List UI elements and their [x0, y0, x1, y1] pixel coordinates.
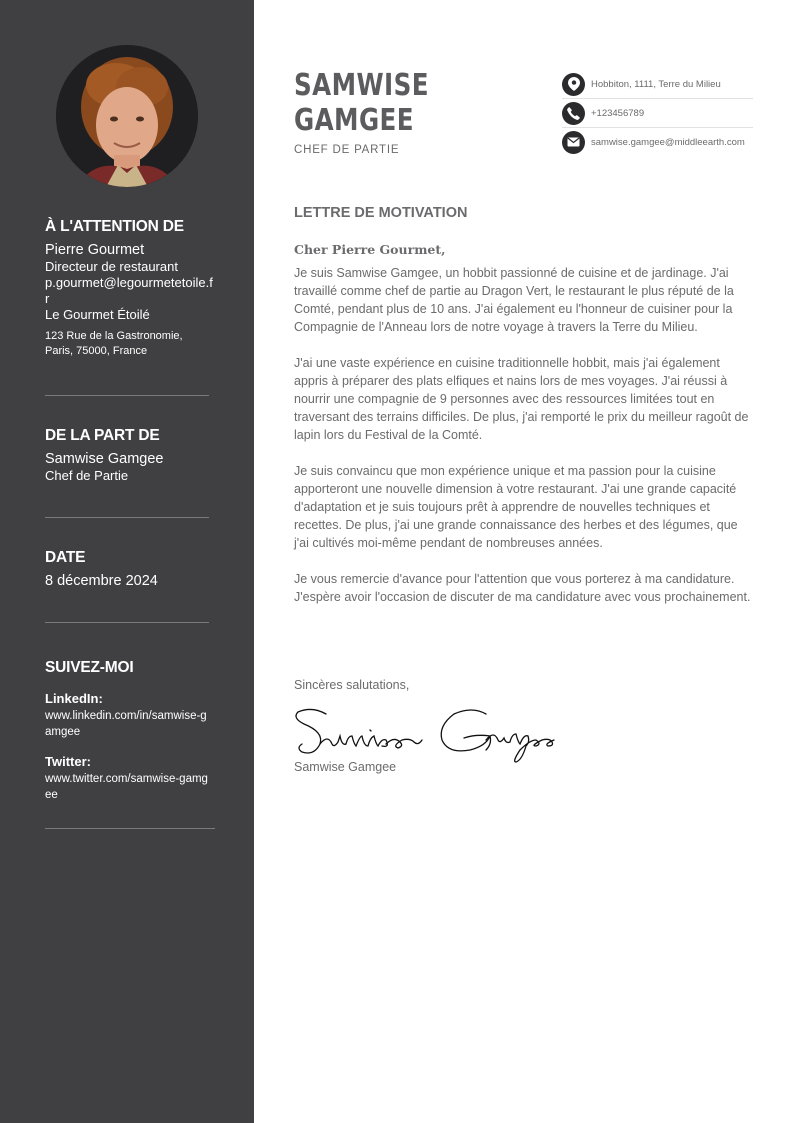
sender-name: Samwise Gamgee — [45, 451, 164, 467]
sender-position: Chef de Partie — [45, 468, 129, 483]
recipient-position: Directeur de restaurant — [45, 259, 178, 274]
recipient-company: Le Gourmet Étoilé — [45, 307, 150, 322]
letter-title: LETTRE DE MOTIVATION — [294, 205, 468, 221]
location-pin-icon — [562, 73, 585, 96]
letter-body — [294, 264, 754, 624]
divider — [45, 828, 215, 829]
letter-paragraph: Je suis Samwise Gamgee, un hobbit passionné de cuisine et de jardinage. J'ai travaillé comme chef de partie au Dragon Vert, le restaurant le plus réputé de la Comté, pendant plus de 10 ans. J'ai également eu l'honneur de cuisiner pour la Compagnie de l'Anneau lors de notre voyage à travers la Terre du Milieu. — [294, 266, 734, 334]
contact-phone — [562, 99, 753, 127]
contact-email-text[interactable]: samwise.gamgee@middleearth.com — [591, 136, 745, 148]
sender-section — [45, 427, 215, 484]
last-name: GAMGEE — [294, 103, 414, 138]
date-section — [45, 549, 215, 590]
recipient-title: À L'ATTENTION DE — [45, 218, 184, 235]
recipient-section — [45, 218, 215, 359]
sidebar — [0, 0, 254, 1123]
applicant-name — [294, 68, 458, 138]
social-title: SUIVEZ-MOI — [45, 659, 134, 676]
recipient-address — [45, 329, 215, 359]
divider — [45, 395, 209, 396]
date-title: DATE — [45, 549, 86, 566]
phone-icon — [562, 102, 585, 125]
sender-title: DE LA PART DE — [45, 427, 160, 444]
recipient-email[interactable]: p.gourmet@legourmetetoile.fr — [45, 275, 213, 306]
twitter-link[interactable]: www.twitter.com/samwise-gamgee — [45, 773, 208, 801]
linkedin-link[interactable]: www.linkedin.com/in/samwise-gamgee — [45, 710, 207, 738]
contact-email — [562, 128, 753, 156]
contact-phone-text[interactable]: +123456789 — [591, 107, 645, 119]
letter-greeting: Cher Pierre Gourmet, — [294, 242, 446, 257]
letter-paragraph: J'ai une vaste expérience en cuisine traditionnelle hobbit, mais j'ai également appris à préparer des plats elfiques et nains lors de mes voyages. J'ai réussi à nourrir une compagnie de 9 personnes avec des ressources limitées tout en traversant des terrains difficiles. De plus, j'ai remporté le prix du meilleur ragoût de lapin lors du Festival de la Comté. — [294, 356, 749, 442]
first-name: SAMWISE — [294, 68, 429, 103]
applicant-role: CHEF DE PARTIE — [294, 144, 400, 156]
letter-closing: Sincères salutations, — [294, 678, 410, 692]
address-line-1: 123 Rue de la Gastronomie, — [45, 330, 183, 342]
divider — [45, 622, 209, 623]
handwritten-signature — [290, 700, 560, 766]
recipient-name: Pierre Gourmet — [45, 242, 145, 258]
signer-name: Samwise Gamgee — [294, 760, 397, 774]
social-section — [45, 659, 210, 803]
letter-paragraph: Je suis convaincu que mon expérience unique et ma passion pour la cuisine apporteront une nouvelle dimension à votre restaurant. J'ai une grande capacité d'adaptation et je suis toujours prêt à apprendre de nouvelles techniques et recettes. De plus, j'ai une grande connaissance des herbes et des légumes, que j'ai cultivés moi-même pendant de nombreuses années. — [294, 464, 738, 550]
profile-photo — [56, 45, 198, 187]
email-icon — [562, 131, 585, 154]
address-line-2: Paris, 75000, France — [45, 345, 148, 357]
linkedin-label: LinkedIn: — [45, 691, 103, 706]
date-value: 8 décembre 2024 — [45, 573, 158, 589]
contact-address — [562, 70, 753, 98]
letter-paragraph: Je vous remercie d'avance pour l'attention que vous porterez à ma candidature. J'espère avoir l'occasion de discuter de ma candidature avec vous prochainement. — [294, 572, 751, 604]
divider — [45, 517, 209, 518]
twitter-label: Twitter: — [45, 754, 91, 769]
contact-address-text: Hobbiton, 1111, Terre du Milieu — [591, 78, 721, 90]
